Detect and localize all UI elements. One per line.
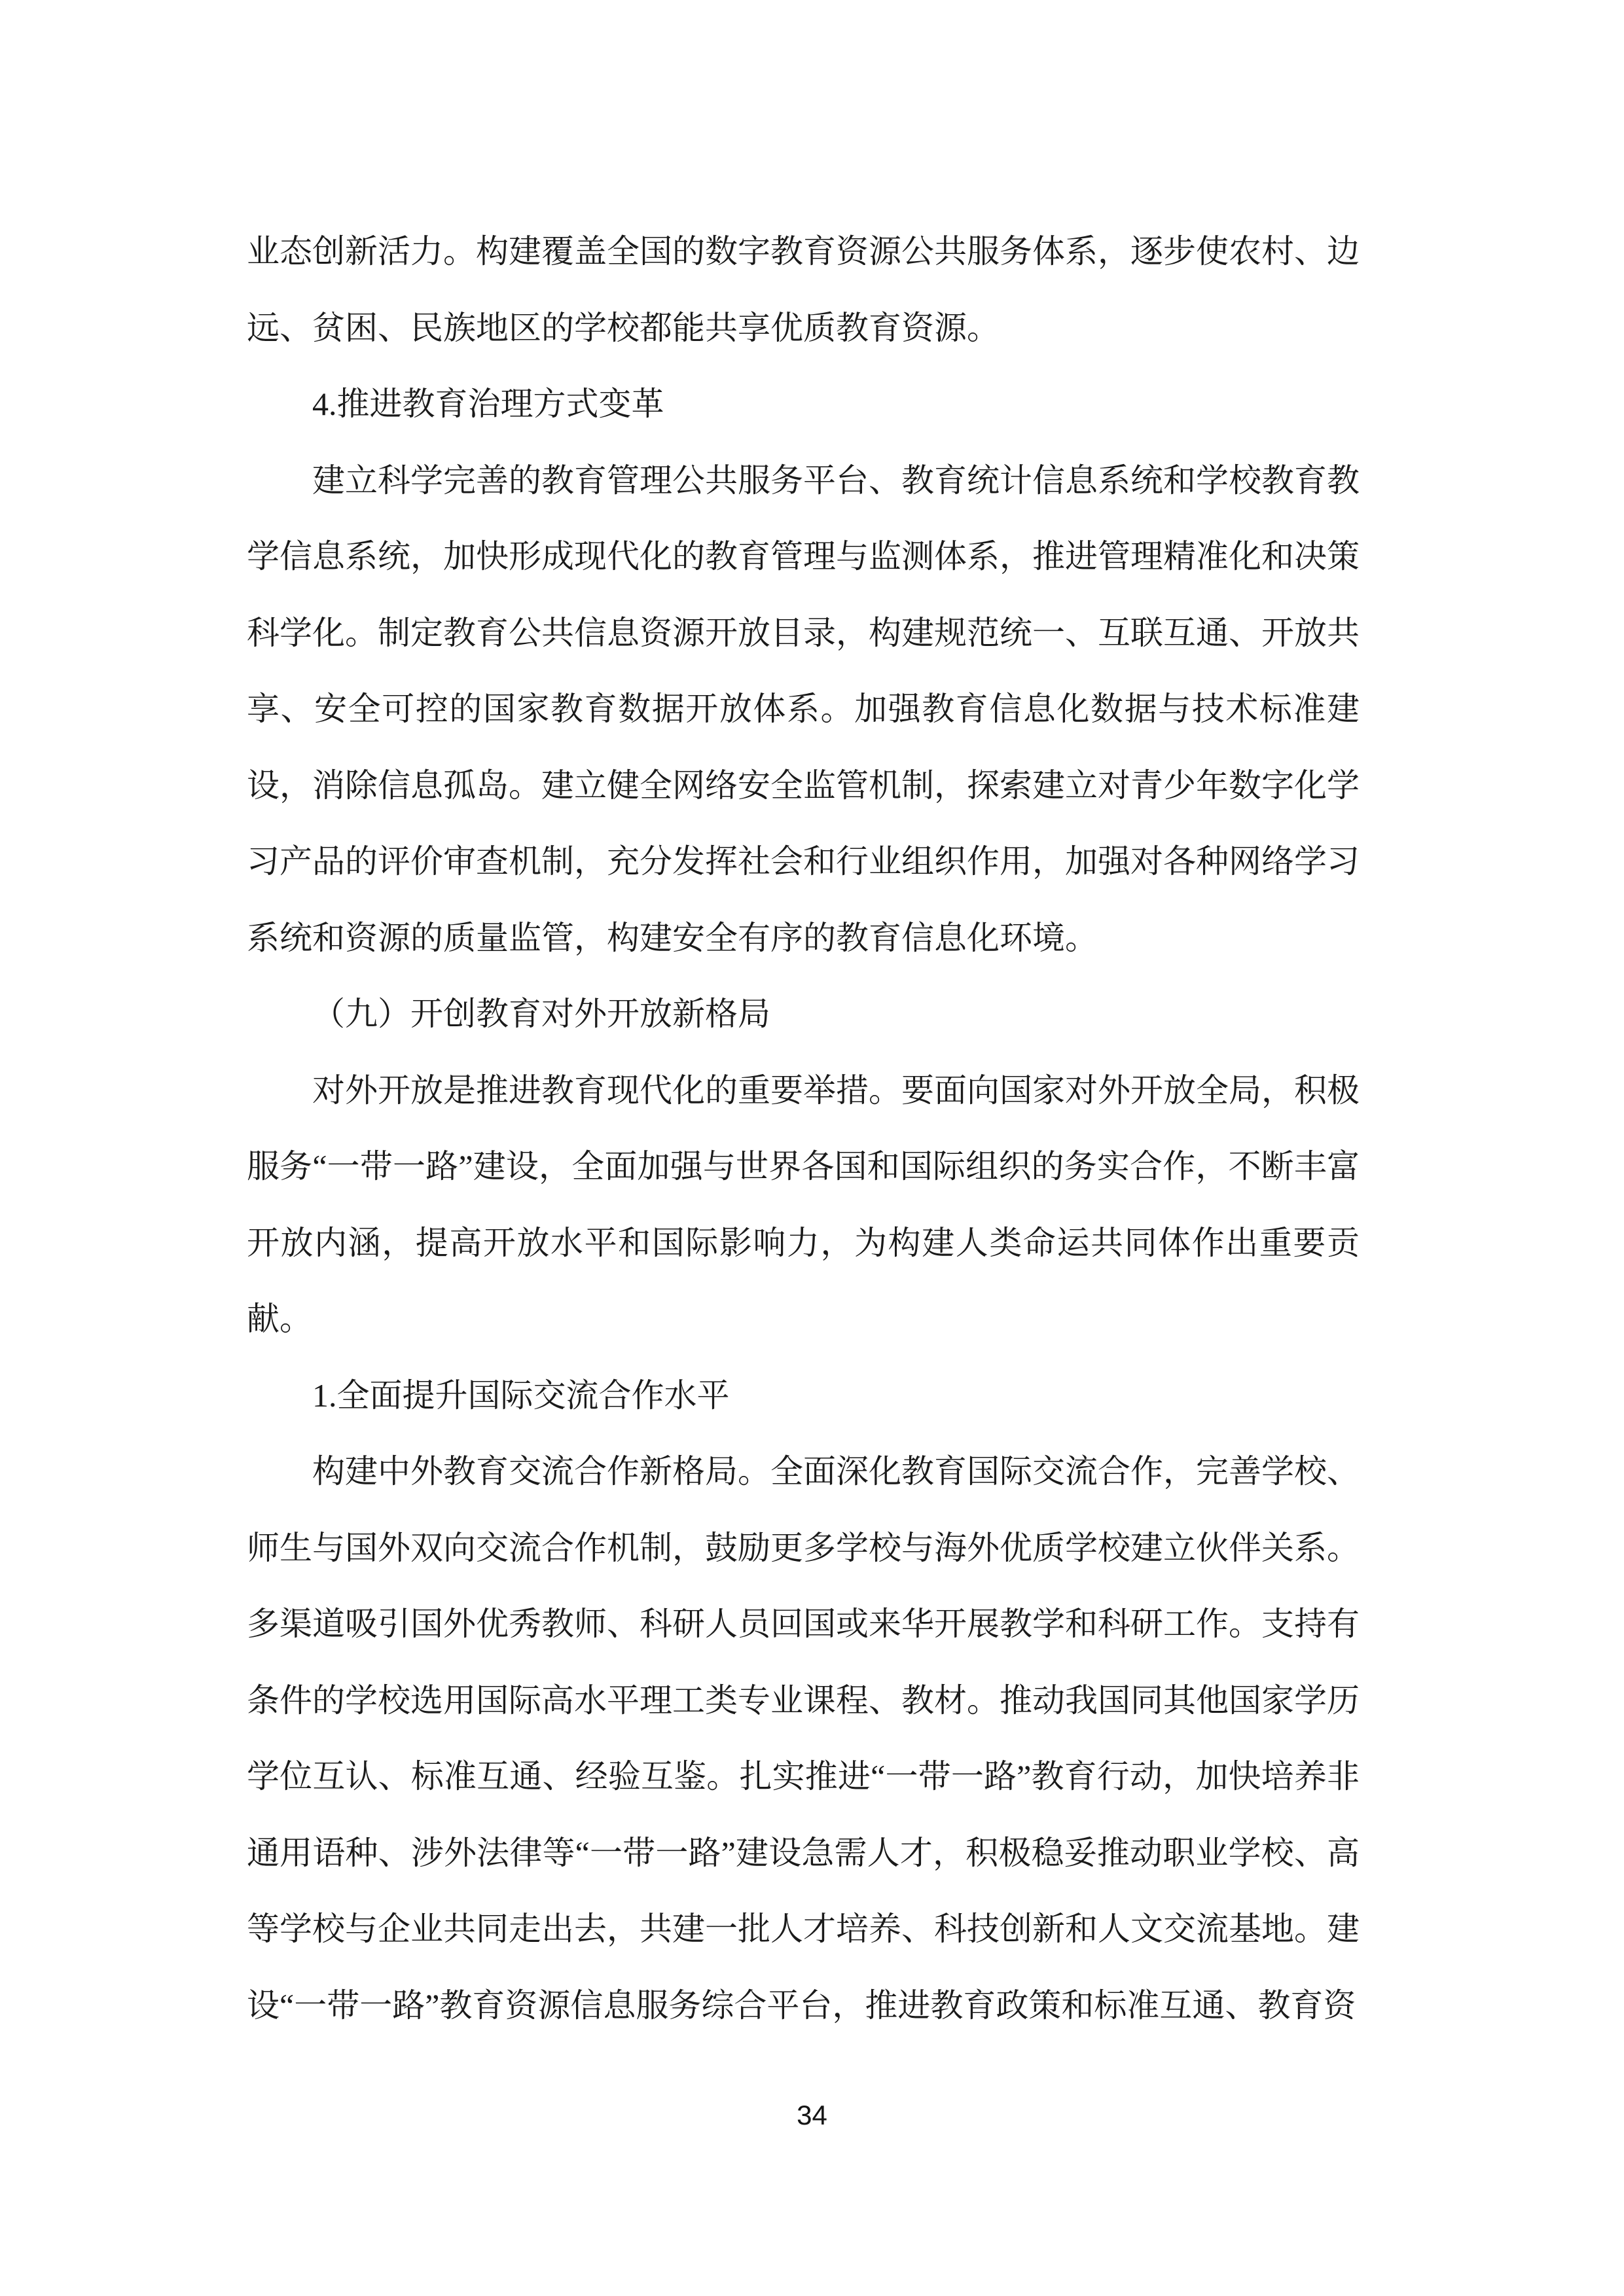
- page-number: 34: [797, 2100, 827, 2130]
- document-body: [247, 213, 1360, 2043]
- page-footer: [0, 2098, 1624, 2132]
- paragraph-5: 对外开放是推进教育现代化的重要举措。要面向国家对外开放全局，积极服务“一带一路”建设，全面加强与世界各国和国际组织的务实合作，不断丰富开放内涵，提高开放水平和国际影响力，为构建人类命运共同体作出重要贡献。: [247, 1071, 1360, 1337]
- paragraph-3: 建立科学完善的教育管理公共服务平台、教育统计信息系统和学校教育教学信息系统，加快形成现代化的教育管理与监测体系，推进管理精准化和决策科学化。制定教育公共信息资源开放目录，构建规范统一、互联互通、开放共享、安全可控的国家教育数据开放体系。加强教育信息化数据与技术标准建设，消除信息孤岛。建立健全网络安全监管机制，探索建立对青少年数字化学习产品的评价审查机制，充分发挥社会和行业组织作用，加强对各种网络学习系统和资源的质量监管，构建安全有序的教育信息化环境。: [247, 461, 1360, 956]
- paragraph-7: 构建中外教育交流合作新格局。全面深化教育国际交流合作，完善学校、师生与国外双向交流合作机制，鼓励更多学校与海外优质学校建立伙伴关系。多渠道吸引国外优秀教师、科研人员回国或来华开展教学和科研工作。支持有条件的学校选用国际高水平理工类专业课程、教材。推动我国同其他国家学历学位互认、标准互通、经验互鉴。扎实推进“一带一路”教育行动，加快培养非通用语种、涉外法律等“一带一路”建设急需人才，积极稳妥推动职业学校、高等学校与企业共同走出去，共建一批人才培养、科技创新和人文交流基地。建设“一带一路”教育资源信息服务综合平台，推进教育政策和标准互通、教育资: [247, 1453, 1360, 2024]
- paragraph-2: 4.推进教育治理方式变革: [312, 386, 664, 422]
- paragraph-4: （九）开创教育对外开放新格局: [312, 996, 770, 1032]
- paragraph-1: 业态创新活力。构建覆盖全国的数字教育资源公共服务体系，逐步使农村、边远、贫困、民族地区的学校都能共享优质教育资源。: [247, 233, 1360, 346]
- paragraph-6: 1.全面提升国际交流合作水平: [312, 1376, 730, 1414]
